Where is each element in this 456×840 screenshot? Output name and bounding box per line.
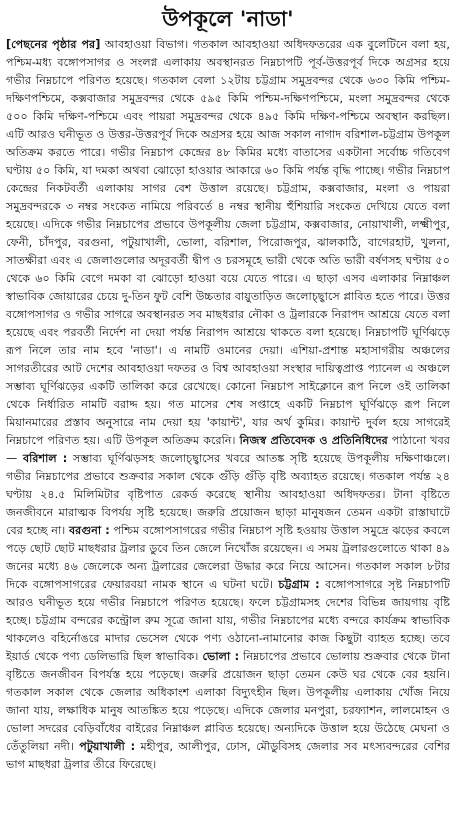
continuation-tag: [পেছনের পৃষ্ঠার পর]	[6, 38, 101, 51]
reporters-intro: পাঠানো খবর—	[6, 434, 450, 465]
segment-barishal-text: সম্ভাব্য ঘূর্ণিঝড়সহ জলোচ্ছ্বাসের খবরে আতঙ্ক সৃষ্টি হয়েছে উপকূলীয় দক্ষিণাঞ্চলে। গভীর নিম্নচাপের প্রভাবে শুক্রবার সকাল থেকে গুঁড়ি গুঁড়ি বৃষ্টি অব্যাহত রয়েছে। গতকাল পর্যন্ত ২৪ ঘণ্টায় ২৪.৫ মিলিমিটার বৃষ্টিপাত রেকর্ড করেছে স্থানীয় আবহাওয়া অধিদফতর। টানা বৃষ্টিতে জনজীবনে মারাত্মক বিপর্যয় সৃষ্টি হয়েছে। জরুরি প্রয়োজন ছাড়া মানুষজন তেমন একটা রাস্তাঘাটে বের হচ্ছে না।	[6, 452, 450, 537]
dateline-chattogram: চট্টগ্রাম :	[278, 578, 320, 591]
dateline-bhola: ভোলা :	[202, 650, 240, 663]
segment-patuakhali-text: মহীপুর, আলীপুর, ঢোস, মৌডুবিসহ জেলার সব মৎস্যবন্দরের বেশির ভাগ মাছধরা ট্রলার তীরে ফিরেছে।	[6, 740, 450, 771]
segment-barguna-text: পশ্চিম বঙ্গোপসাগরের গভীর নিম্নচাপ সৃষ্টি হওয়ায় উত্তাল সমুদ্রে ঝড়ের কবলে পড়ে ছোট ছোট মাছধরার ট্রলার ডুবে তিন জেলে নিখোঁজ রয়েছেন। এ সময় ট্রলারগুলোতে থাকা ৪৯ জনের মধ্যে ৪৬ জেলেকে অন্য ট্রলারের জেলেরা উদ্ধার করে নিয়ে আসেন। গতকাল সকাল ৮টার দিকে বঙ্গোপসাগরের ফেয়ারবয়া নামক স্থানে এ ঘটনা ঘটে।	[6, 524, 450, 591]
intro-paragraph: আবহাওয়া বিভাগ। গতকাল আবহাওয়া অধিদফতরের এক বুলেটিনে বলা হয়, পশ্চিম-মধ্য বঙ্গোপসাগর ও সংলগ্ন এলাকায় অবস্থানরত নিম্নচাপটি পূর্ব-উত্তরপূর্ব দিকে অগ্রসর হয়ে গভীর নিম্নচাপে পরিণত হয়েছে। গতকাল বেলা ১২টায় চট্টগ্রাম সমুদ্রবন্দর থেকে ৬৩০ কিমি পশ্চিম-দক্ষিণপশ্চিমে, কক্সবাজার সমুদ্রবন্দর থেকে ৫৯৫ কিমি পশ্চিম-দক্ষিণপশ্চিমে, মংলা সমুদ্রবন্দর থেকে ৫০০ কিমি দক্ষিণ-পশ্চিমে এবং পায়রা সমুদ্রবন্দর থেকে ৪৯৫ কিমি দক্ষিণ-পশ্চিমে অবস্থান করছিল। এটি আরও ঘনীভূত ও উত্তর-উত্তরপূর্ব দিকে অগ্রসর হয়ে আজ সকাল নাগাদ বরিশাল-চট্টগ্রাম উপকূল অতিক্রম করতে পারে। গভীর নিম্নচাপ কেন্দ্রের ৪৮ কিমির মধ্যে বাতাসের একটানা সর্বোচ্চ গতিবেগ ঘণ্টায় ৫০ কিমি, যা দমকা অথবা ঝোড়ো হাওয়ার আকারে ৬০ কিমি পর্যন্ত বৃদ্ধি পাচ্ছে। গভীর নিম্নচাপ কেন্দ্রের নিকটবর্তী এলাকায় সাগর বেশ উত্তাল রয়েছে। চট্টগ্রাম, কক্সবাজার, মংলা ও পায়রা সমুদ্রবন্দরকে ৩ নম্বর সংকেত নামিয়ে পরিবর্তে ৪ নম্বর স্থানীয় হুঁশিয়ারি সংকেত দেখিয়ে যেতে বলা হয়েছে। এদিকে গভীর নিম্নচাপের প্রভাবে উপকূলীয় জেলা চট্টগ্রাম, কক্সবাজার, নোয়াখালী, লক্ষ্মীপুর, ফেনী, চাঁদপুর, বরগুনা, পটুয়াখালী, ভোলা, বরিশাল, পিরোজপুর, ঝালকাঠি, বাগেরহাট, খুলনা, সাতক্ষীরা এবং এ জেলাগুলোর অদূরবর্তী দ্বীপ ও চরসমূহে ভারী থেকে অতি ভারী বর্ষণসহ ঘণ্টায় ৫০ থেকে ৬০ কিমি বেগে দমকা বা ঝোড়ো হাওয়া বয়ে যেতে পারে। এ ছাড়া এসব এলাকার নিম্নাঞ্চল স্বাভাবিক জোয়ারের চেয়ে দু-তিন ফুট বেশি উচ্চতার বায়ুতাড়িত জলোচ্ছ্বাসে প্লাবিত হতে পারে। উত্তর বঙ্গোপসাগর ও গভীর সাগরে অবস্থানরত সব মাছধরার নৌকা ও ট্রলারকে নিরাপদ আশ্রয়ে যেতে বলা হয়েছে এবং পরবর্তী নির্দেশ না দেয়া পর্যন্ত নিরাপদ আশ্রয়ে থাকতে বলা হয়েছে। নিম্নচাপটি ঘূর্ণিঝড়ে রূপ নিলে তার নাম হবে 'নাডা'। এ নামটি ওমানের দেয়া। এশিয়া-প্রশান্ত মহাসাগরীয় অঞ্চলের সাগরতীরের আট দেশের আবহাওয়া দফতর ও বিশ্ব আবহাওয়া সংস্থার দায়িত্বপ্রাপ্ত প্যানেল এ অঞ্চলে সম্ভাব্য ঘূর্ণিঝড়ের একটি তালিকা করে রেখেছে। কোনো নিম্নচাপ সাইক্লোনে রূপ নিলে ওই তালিকা থেকে নির্ধারিত নামটি বরাদ্দ হয়। গত মাসের শেষ সপ্তাহে একটি নিম্নচাপ ঘূর্ণিঝড়ে রূপ নিলে মিয়ানমারের প্রস্তাব অনুসারে নাম দেয়া হয় 'কায়ান্ট', যার অর্থ কুমির। কায়ান্ট দুর্বল হয়ে সাগরেই নিম্নচাপে পরিণত হয়। এটি উপকূল অতিক্রম করেনি।	[6, 38, 450, 447]
dateline-barishal: বরিশাল :	[22, 452, 68, 465]
dateline-barguna: বরগুনা :	[68, 524, 110, 537]
headline: উপকূলে 'নাডা'	[162, 6, 294, 31]
segment-chattogram-text: বঙ্গোপসাগরে সৃষ্ট নিম্নচাপটি আরও ঘনীভূত হয়ে গভীর নিম্নচাপে পরিণত হয়েছে। ফলে চট্টগ্রামসহ দেশের বিভিন্ন জায়গায় বৃষ্টি হচ্ছে। চট্টগ্রাম বন্দরের কন্ট্রোল রুম সূত্রে জানা যায়, গভীর নিম্নচাপের মধ্যে বন্দরে কার্যক্রম স্বাভাবিক থাকলেও বহির্নোঙরে মাদার ভেসেল থেকে পণ্য ওঠানো-নামানোর কাজ কিছুটা ব্যাহত হচ্ছে। তবে ইয়ার্ড থেকে পণ্য ডেলিভারি ছিল স্বাভাবিক।	[6, 578, 450, 663]
reporters-label: নিজস্ব প্রতিবেদক ও প্রতিনিধিদের	[239, 434, 388, 447]
article-body	[6, 36, 450, 774]
dateline-patuakhali: পটুয়াখালী :	[79, 740, 136, 753]
segment-bhola-text: নিম্নচাপের প্রভাবে ভোলায় শুক্রবার থেকে টানা বৃষ্টিতে জনজীবন বিপর্যস্ত হয়ে পড়েছে। জরুরি প্রয়োজন ছাড়া তেমন কেউ ঘর থেকে বের হয়নি। গতকাল সকাল থেকে জেলার অধিকাংশ এলাকা বিদ্যুৎহীন ছিল। উপকূলীয় এলাকায় খোঁজ নিয়ে জানা যায়, লক্ষাধিক মানুষ আতঙ্কিত হয়ে পড়েছে। এদিকে জেলার মনপুরা, চরফ্যাশন, লালমোহন ও ভোলা সদরের বেড়িবাঁধের বাইরের নিম্নাঞ্চল প্লাবিত হয়েছে। অন্যদিকে উত্তাল হয়ে উঠেছে মেঘনা ও তেঁতুলিয়া নদী।	[6, 650, 451, 753]
